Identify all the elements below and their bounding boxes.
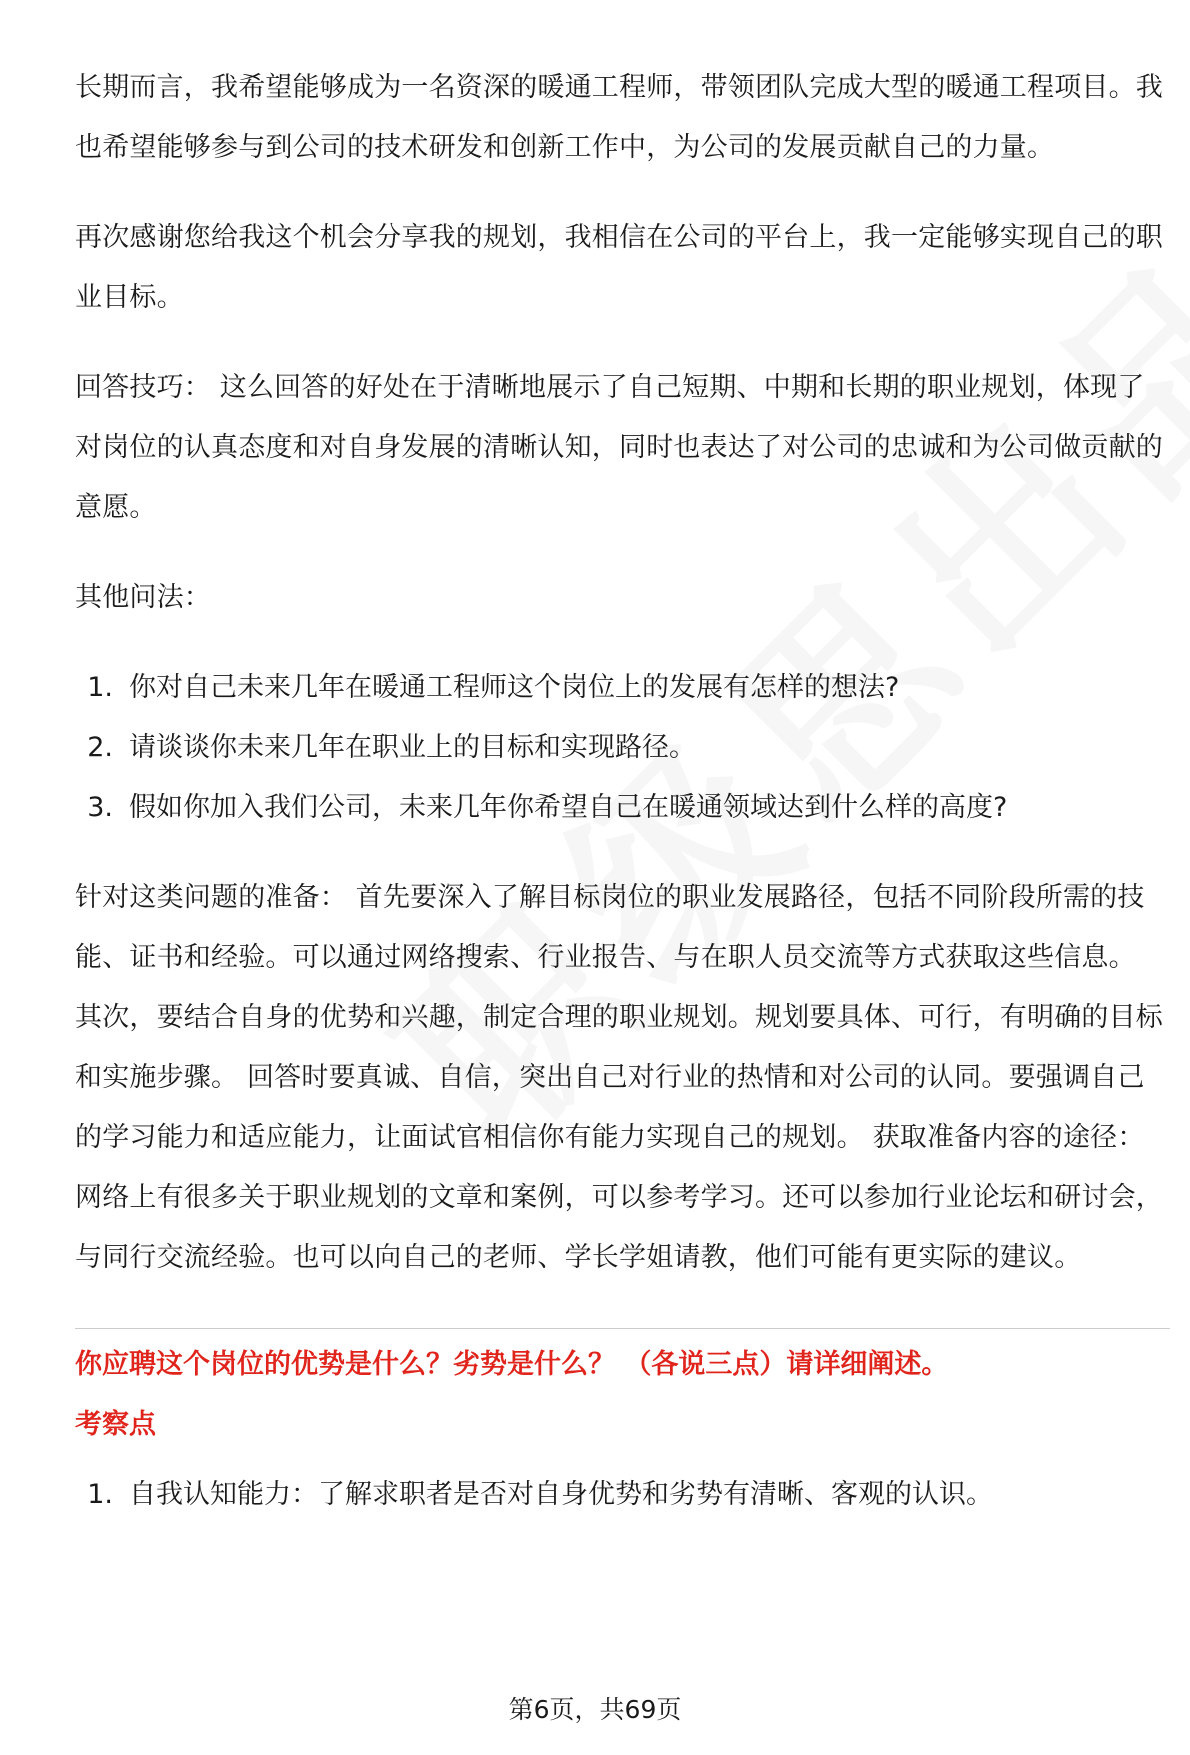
paragraph-thanks: 再次感谢您给我这个机会分享我的规划，我相信在公司的平台上，我一定能够实现自己的职业目标。	[75, 222, 1163, 313]
list-item: 1. 自我认知能力：了解求职者是否对自身优势和劣势有清晰、客观的认识。	[87, 1479, 993, 1510]
list-item: 2. 请谈谈你未来几年在职业上的目标和实现路径。	[87, 732, 696, 763]
paragraph-long-term: 长期而言，我希望能够成为一名资深的暖通工程师，带领团队完成大型的暖通工程项目。我也希望能够参与到公司的技术研发和创新工作中，为公司的发展贡献自己的力量。	[75, 72, 1163, 163]
section-divider	[75, 1328, 1170, 1329]
list-item: 3. 假如你加入我们公司，未来几年你希望自己在暖通领域达到什么样的高度?	[87, 792, 1008, 823]
assessment-points-list	[75, 1465, 1170, 1525]
paragraph-preparation: 针对这类问题的准备： 首先要深入了解目标岗位的职业发展路径，包括不同阶段所需的技能、证书和经验。可以通过网络搜索、行业报告、与在职人员交流等方式获取这些信息。 其次，要结合自身的优势和兴趣，制定合理的职业规划。规划要具体、可行，有明确的目标和实施步骤。 回答时要真诚、自信，突出自己对行业的热情和对公司的认同。要强调自己的学习能力和适应能力，让面试官相信你有能力实现自己的规划。 获取准备内容的途径： 网络上有很多关于职业规划的文章和案例，可以参考学习。还可以参加行业论坛和研讨会，与同行交流经验。也可以向自己的老师、学长学姐请教，他们可能有更实际的建议。	[75, 882, 1163, 1273]
section-heading: 考察点	[75, 1409, 156, 1440]
other-questions-list	[75, 658, 1170, 838]
paragraph-other-asks-label: 其他问法：	[75, 582, 211, 613]
page-content	[75, 58, 1170, 1525]
list-item: 1. 你对自己未来几年在暖通工程师这个岗位上的发展有怎样的想法?	[87, 672, 900, 703]
page-number: 第6页，共69页	[508, 1695, 682, 1724]
paragraph-answer-tips: 回答技巧： 这么回答的好处在于清晰地展示了自己短期、中期和长期的职业规划，体现了对岗位的认真态度和对自身发展的清晰认知，同时也表达了对公司的忠诚和为公司做贡献的意愿。	[75, 372, 1163, 523]
question-title: 你应聘这个岗位的优势是什么？劣势是什么？ （各说三点）请详细阐述。	[75, 1349, 949, 1380]
